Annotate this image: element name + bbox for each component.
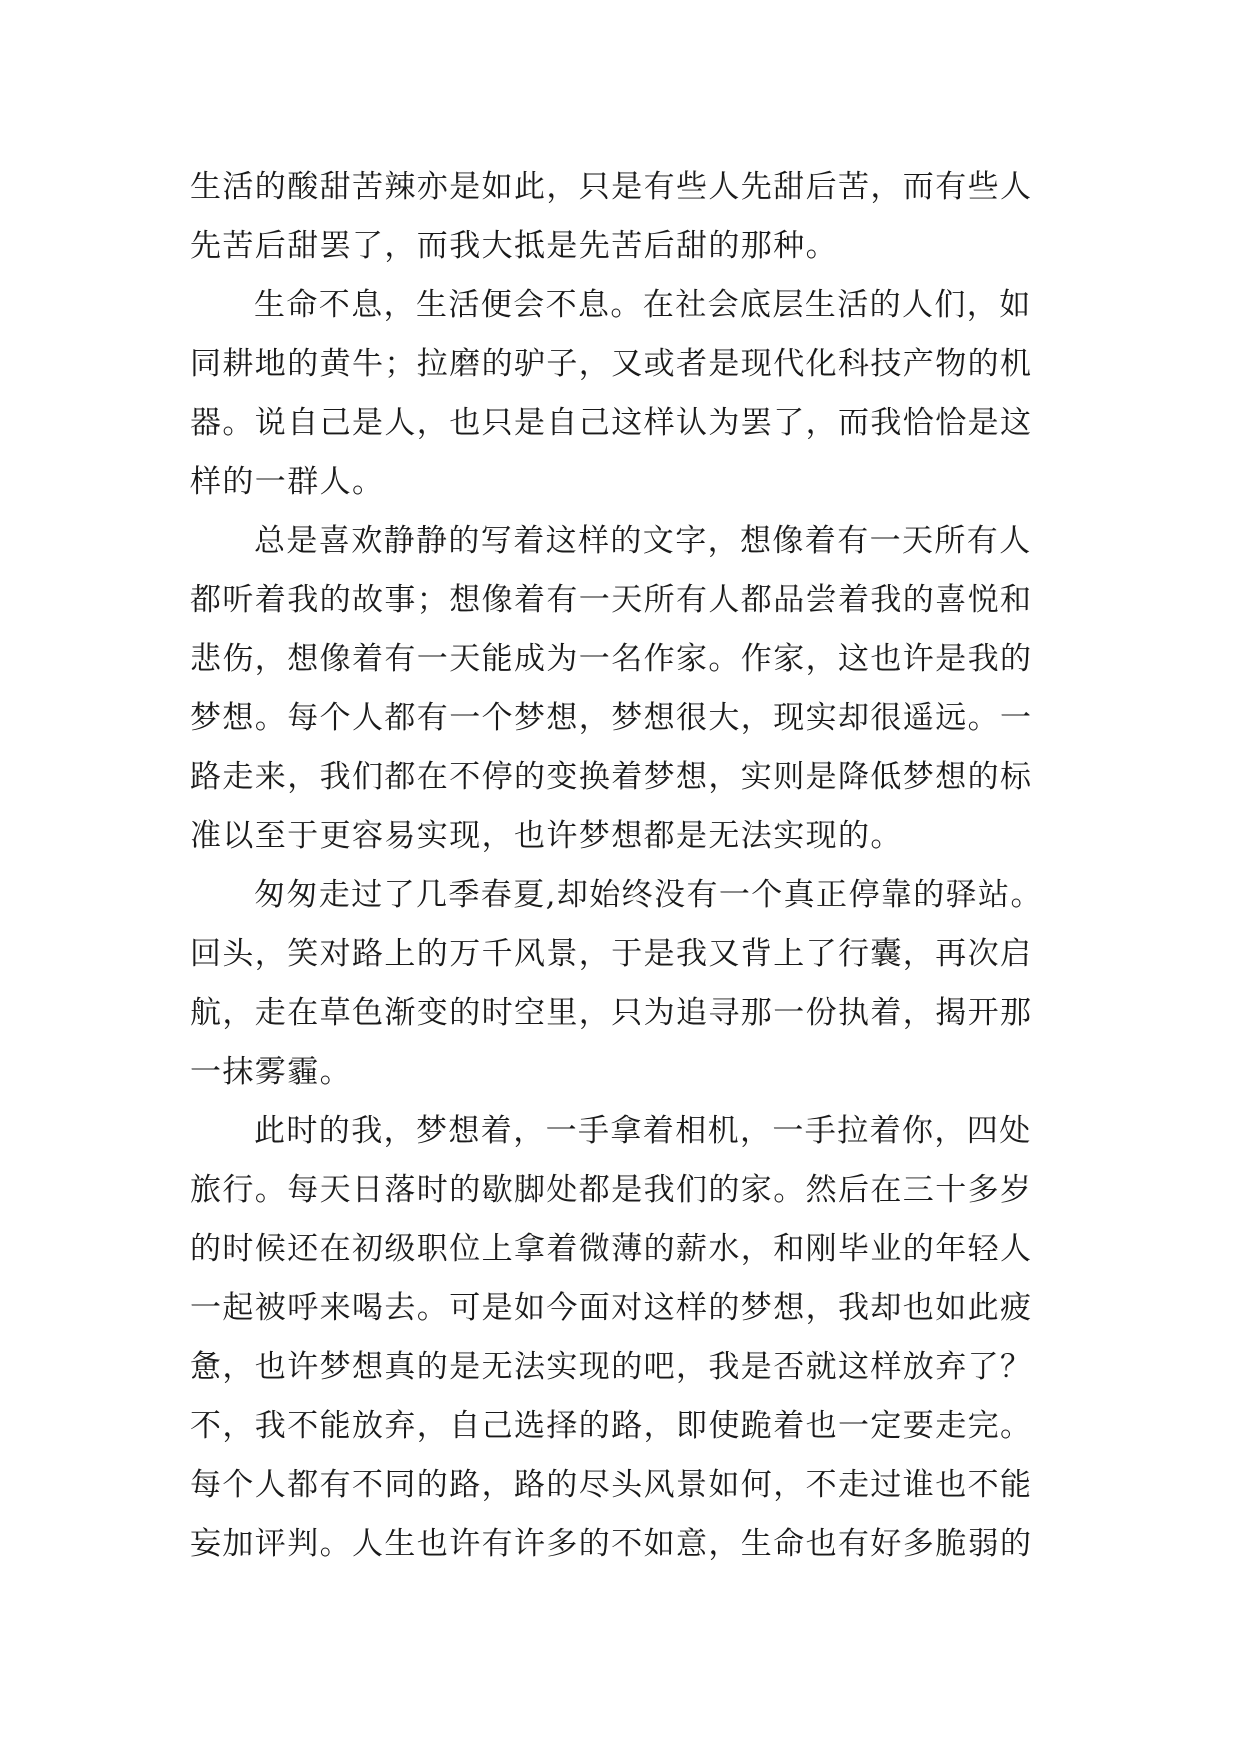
text-line: 航，走在草色渐变的时空里，只为追寻那一份执着，揭开那 [190,995,1033,1031]
text-line: 惫，也许梦想真的是无法实现的吧，我是否就这样放弃了？ [190,1349,1033,1385]
text-line: 一抹雾霾。 [190,1054,352,1090]
text-line: 的时候还在初级职位上拿着微薄的薪水，和刚毕业的年轻人 [190,1231,1033,1267]
paragraph-first-line: 生命不息，生活便会不息。在社会底层生活的人们，如 [254,287,1032,323]
text-line: 妄加评判。人生也许有许多的不如意，生命也有好多脆弱的 [190,1526,1033,1562]
text-line: 不，我不能放弃，自己选择的路，即使跪着也一定要走完。 [190,1408,1033,1444]
text-line: 先苦后甜罢了，而我大抵是先苦后甜的那种。 [190,228,838,264]
text-line: 同耕地的黄牛；拉磨的驴子，又或者是现代化科技产物的机 [190,346,1033,382]
text-line: 都听着我的故事；想像着有一天所有人都品尝着我的喜悦和 [190,582,1033,618]
text-line: 准以至于更容易实现，也许梦想都是无法实现的。 [190,818,903,854]
body-text [190,158,1050,1574]
paragraph-first-line: 匆匆走过了几季春夏,却始终没有一个真正停靠的驿站。 [254,877,1043,913]
text-line: 一起被呼来喝去。可是如今面对这样的梦想，我却也如此疲 [190,1290,1033,1326]
text-line: 器。说自己是人，也只是自己这样认为罢了，而我恰恰是这 [190,405,1033,441]
paragraph-first-line: 总是喜欢静静的写着这样的文字，想像着有一天所有人 [254,523,1032,559]
text-line: 旅行。每天日落时的歇脚处都是我们的家。然后在三十多岁 [190,1172,1033,1208]
text-line: 路走来，我们都在不停的变换着梦想，实则是降低梦想的标 [190,759,1033,795]
text-line: 梦想。每个人都有一个梦想，梦想很大，现实却很遥远。一 [190,700,1033,736]
text-line: 生活的酸甜苦辣亦是如此，只是有些人先甜后苦，而有些人 [190,169,1033,205]
text-line: 悲伤，想像着有一天能成为一名作家。作家，这也许是我的 [190,641,1033,677]
text-line: 每个人都有不同的路，路的尽头风景如何，不走过谁也不能 [190,1467,1033,1503]
paragraph-first-line: 此时的我，梦想着，一手拿着相机，一手拉着你，四处 [254,1113,1032,1149]
text-line: 回头，笑对路上的万千风景，于是我又背上了行囊，再次启 [190,936,1033,972]
text-line: 样的一群人。 [190,464,385,500]
